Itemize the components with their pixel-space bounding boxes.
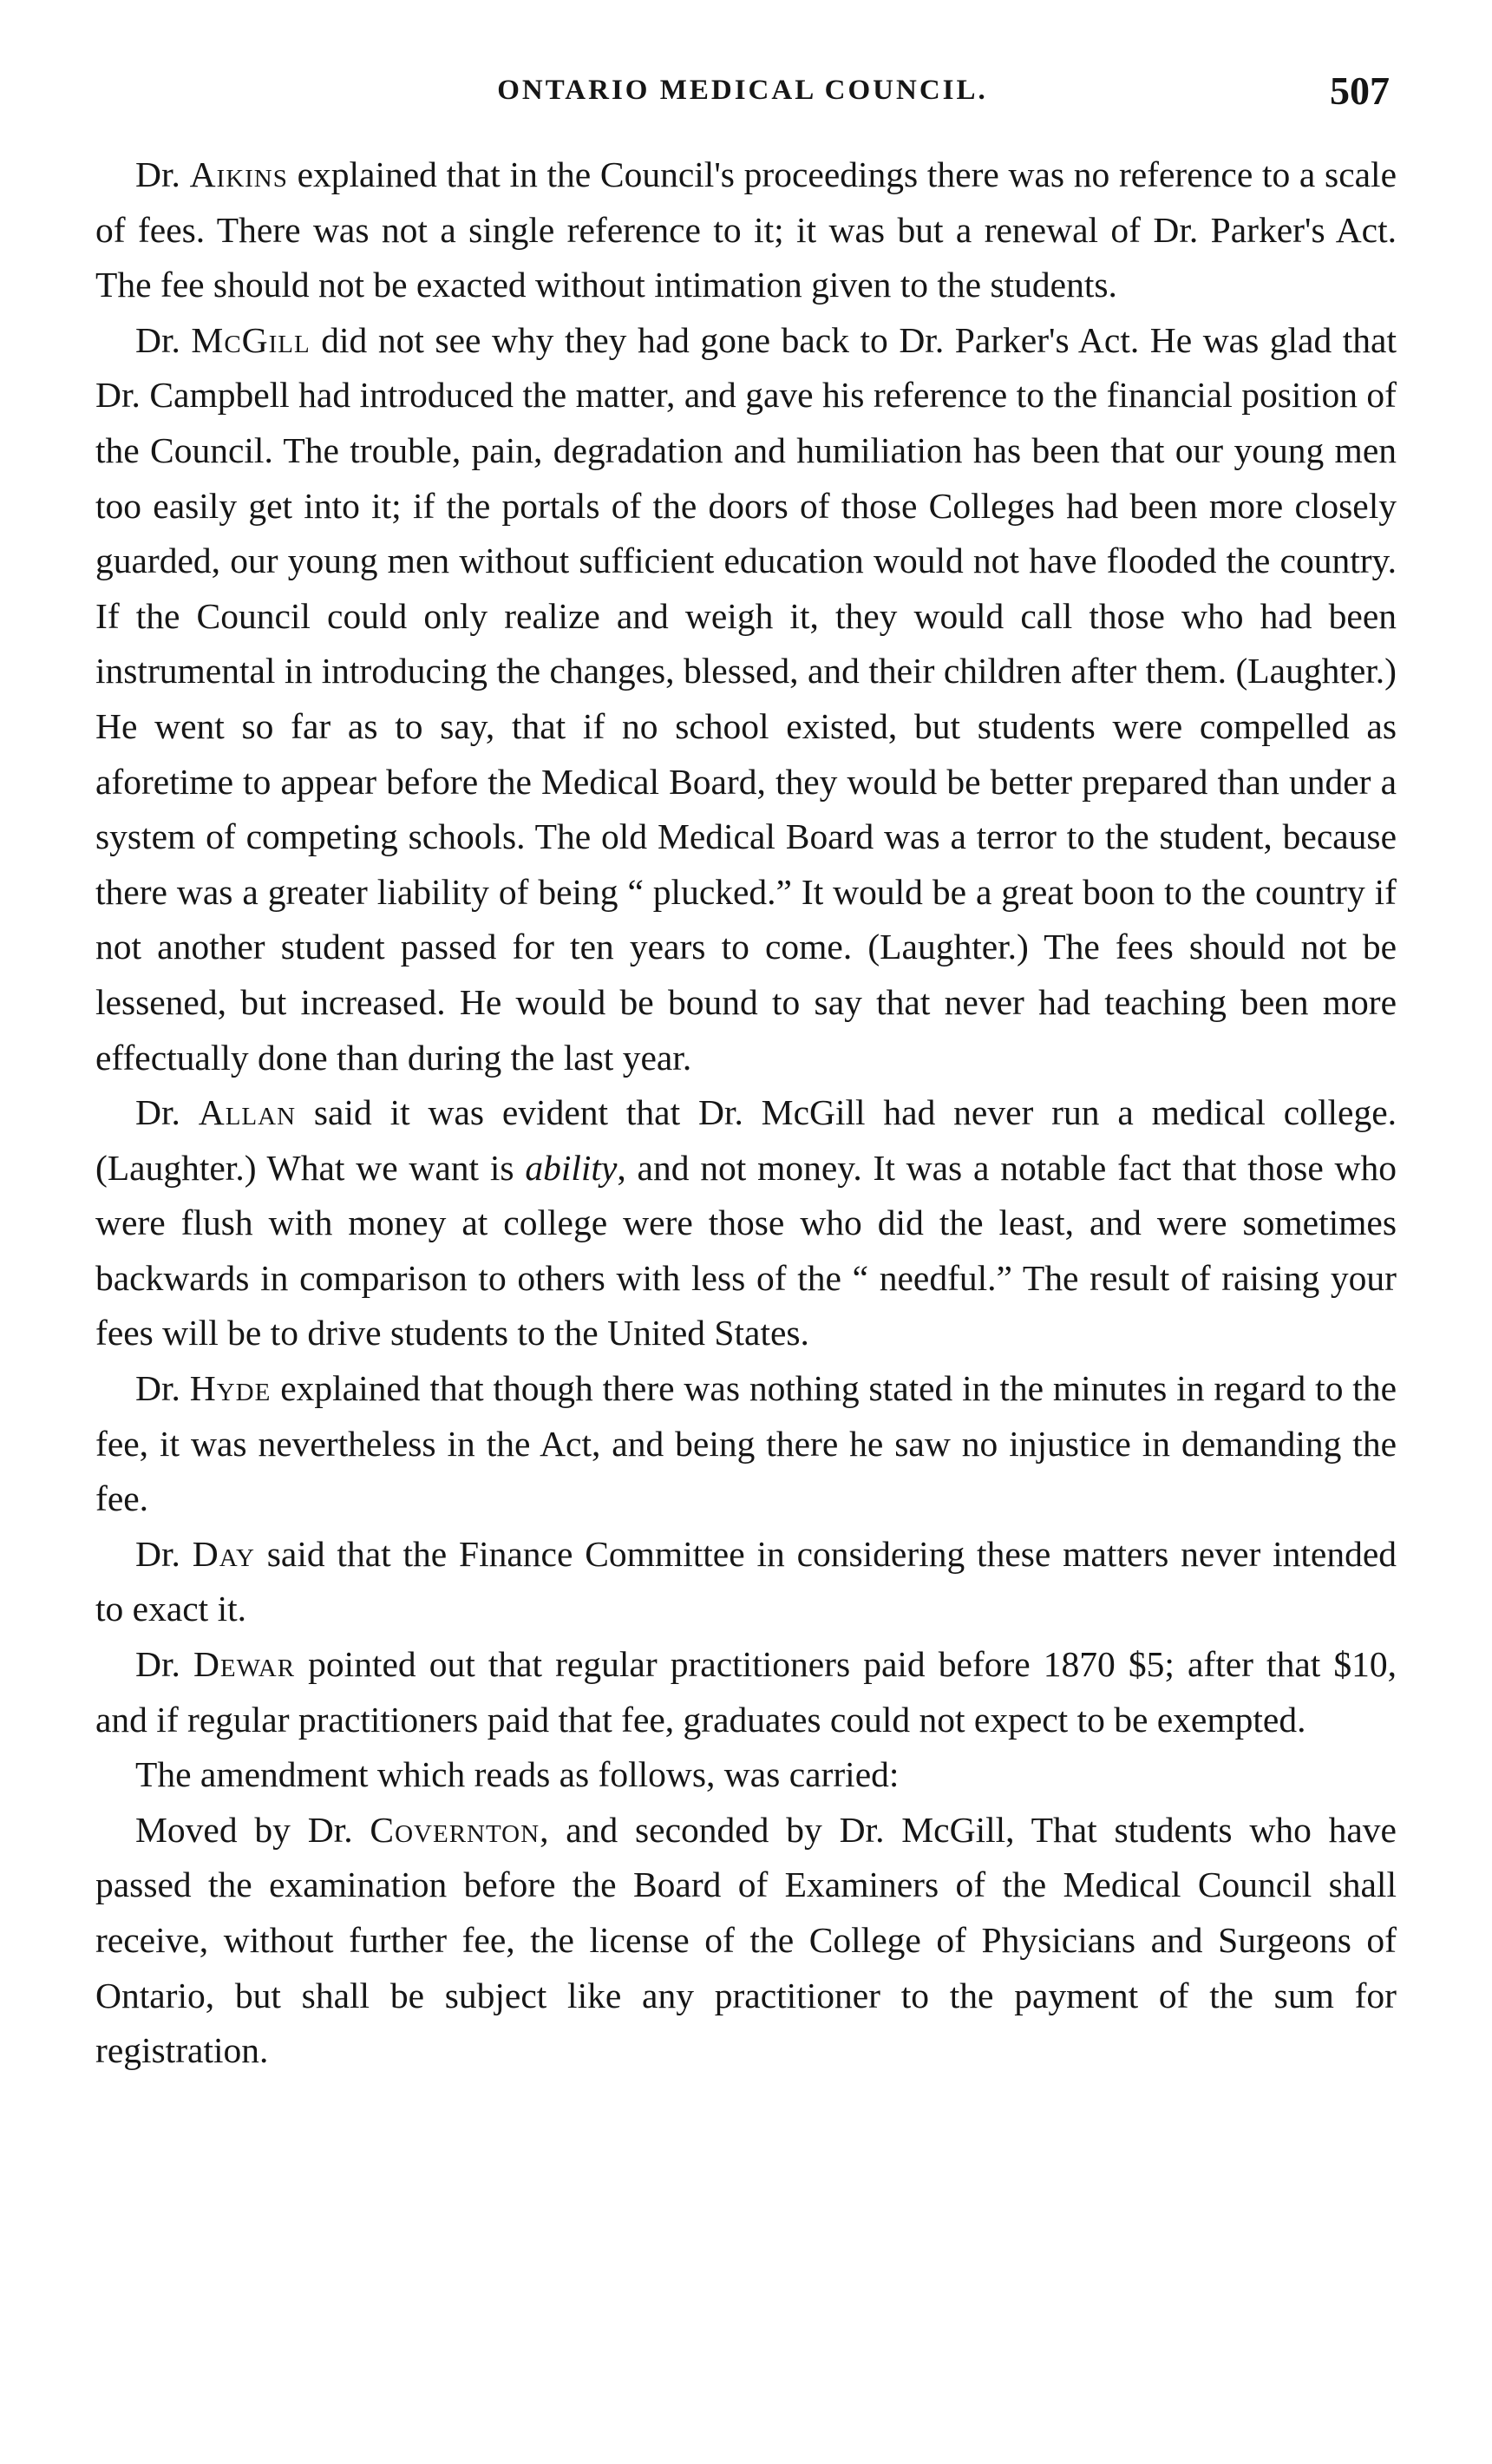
paragraph-day — [95, 1527, 1397, 1637]
paragraph-mcgill — [95, 313, 1397, 1085]
running-head — [95, 68, 1390, 120]
speaker-name: Dewar — [193, 1644, 296, 1685]
motion-prefix: Moved by Dr. — [135, 1809, 370, 1850]
paragraph-amendment — [95, 1747, 1397, 1803]
paragraph-motion — [95, 1803, 1397, 2079]
paragraph-aikins — [95, 147, 1397, 313]
paragraph-allan — [95, 1085, 1397, 1361]
speaker-name: McGill — [191, 319, 311, 360]
paragraph-text: pointed out that regular practitioners paid before 1870 $5; after that $10, and if regular practitioners paid that fee, graduates could not expect to be exempted. — [95, 1644, 1397, 1740]
page-number: 507 — [1330, 69, 1390, 113]
paragraph-text: said that the Finance Committee in considering these matters never intended to exact it. — [95, 1533, 1397, 1629]
speaker-title: Dr. — [135, 1092, 180, 1133]
emphasis-text: ability — [525, 1147, 618, 1188]
speaker-name: Allan — [198, 1092, 297, 1133]
paragraph-text: explained that though there was nothing stated in the minutes in regard to the fee, it was nevertheless in the Act, and being there he saw no injustice in demanding the fee. — [95, 1368, 1397, 1519]
speaker-name: Hyde — [189, 1368, 272, 1409]
running-title: ONTARIO MEDICAL COUNCIL. — [497, 75, 988, 106]
speaker-name: Day — [192, 1533, 255, 1574]
body-text — [95, 147, 1397, 2079]
speaker-title: Dr. — [135, 154, 180, 194]
paragraph-text: said it was evident that Dr. McGill had never run a medical college. (Laughter.) What we want is — [95, 1092, 1397, 1188]
paragraph-text: The amendment which reads as follows, was carried: — [135, 1754, 900, 1795]
paragraph-dewar — [95, 1637, 1397, 1747]
speaker-title: Dr. — [135, 1533, 180, 1574]
paragraph-text: , and not money. It was a notable fact that those who were flush with money at college were those who did the least, and were sometimes backwards in comparison to others with less of the “ needful.” The result of raising your fees will be to drive students to the United States. — [95, 1147, 1397, 1353]
speaker-title: Dr. — [135, 1644, 180, 1685]
paragraph-text: did not see why they had gone back to Dr. Parker's Act. He was glad that Dr. Campbell had introduced the matter, and gave his reference to the financial position of the Council. The trouble, pain, degradation and humiliation has been that our young men too easily get into it; if the portals of the doors of those Colleges had been more closely guarded, our young men without sufficient education would not have flooded the country. If the Council could only realize and weigh it, they would call those who had been instrumental in introducing the changes, blessed, and their children after them. (Laughter.) He went so far as to say, that if no school existed, but students were compelled as aforetime to appear before the Medical Board, they would be better prepared than under a system of competing schools. The old Medical Board was a terror to the student, because there was a greater liability of being “ plucked.” It would be a great boon to the country if not another student passed for ten years to come. (Laughter.) The fees should not be lessened, but increased. He would be bound to say that never had teaching been more effectually done than during the last year. — [95, 319, 1397, 1078]
paragraph-hyde — [95, 1361, 1397, 1527]
paragraph-text: explained that in the Council's proceedings there was no reference to a scale of fees. There was not a single reference to it; it was but a renewal of Dr. Parker's Act. The fee should not be exacted without intimation given to the students. — [95, 154, 1397, 305]
paragraph-text: , and seconded by Dr. McGill, That students who have passed the examination before the Board of Examiners of the Medical Council shall receive, without further fee, the license of the College of Physicians and Surgeons of Ontario, but shall be subject like any practitioner to the payment of the sum for registration. — [95, 1809, 1397, 2071]
speaker-name: Covernton — [370, 1809, 540, 1850]
speaker-name: Aikins — [189, 154, 288, 194]
speaker-title: Dr. — [135, 1368, 180, 1409]
speaker-title: Dr. — [135, 319, 180, 360]
